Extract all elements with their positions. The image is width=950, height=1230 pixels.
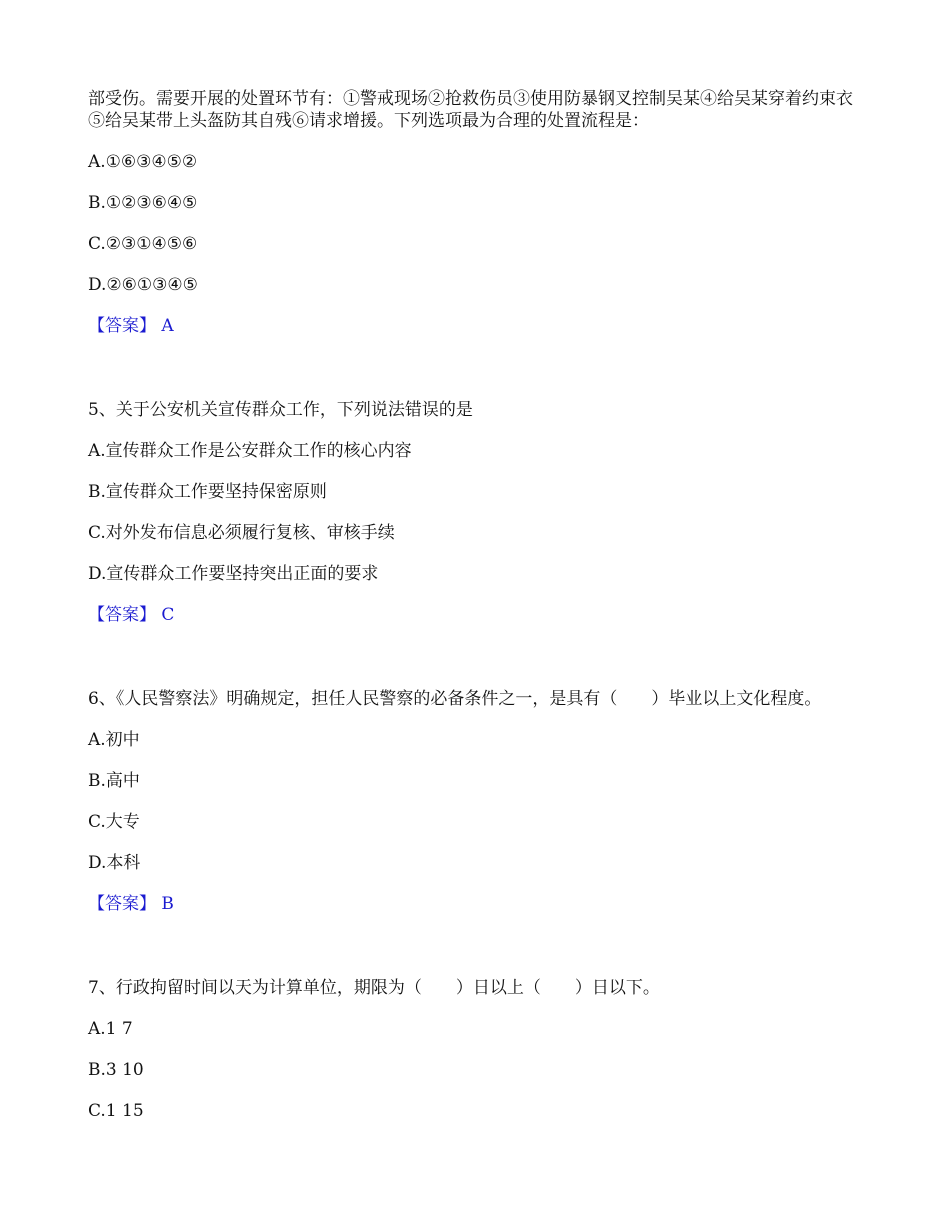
question-7-option-a: A.1 7 bbox=[88, 1019, 133, 1039]
question-5-answer: 【答案】 C bbox=[88, 605, 175, 625]
question-5 bbox=[88, 399, 868, 626]
question-5-option-d: D.宣传群众工作要坚持突出正面的要求 bbox=[88, 564, 379, 584]
question-4-answer: 【答案】 A bbox=[88, 316, 174, 336]
question-5-stem: 5、关于公安机关宣传群众工作，下列说法错误的是 bbox=[88, 400, 473, 420]
question-7 bbox=[88, 977, 868, 1122]
question-4-option-d: D.②⑥①③④⑤ bbox=[88, 275, 198, 295]
question-6-option-a: A.初中 bbox=[88, 730, 140, 750]
question-spacer bbox=[88, 645, 868, 688]
question-5-option-b: B.宣传群众工作要坚持保密原则 bbox=[88, 482, 327, 502]
question-5-option-c: C.对外发布信息必须履行复核、审核手续 bbox=[88, 523, 395, 543]
question-spacer bbox=[88, 356, 868, 399]
question-7-option-b: B.3 10 bbox=[88, 1060, 144, 1080]
question-4-stem: 部受伤。需要开展的处置环节有：①警戒现场②抢救伤员③使用防暴钢叉控制吴某④给吴某穿着约束衣⑤给吴某带上头盔防其自残⑥请求增援。下列选项最为合理的处置流程是： bbox=[88, 89, 853, 131]
question-6-answer: 【答案】 B bbox=[88, 894, 174, 914]
question-6-option-b: B.高中 bbox=[88, 771, 140, 791]
question-6-option-d: D.本科 bbox=[88, 853, 141, 873]
question-7-option-c: C.1 15 bbox=[88, 1101, 144, 1121]
question-5-option-a: A.宣传群众工作是公安群众工作的核心内容 bbox=[88, 441, 412, 461]
question-4-option-a: A.①⑥③④⑤② bbox=[88, 152, 198, 172]
question-4-option-b: B.①②③⑥④⑤ bbox=[88, 193, 198, 213]
question-7-stem: 7、行政拘留时间以天为计算单位，期限为（ ）日以上（ ）日以下。 bbox=[88, 978, 660, 998]
question-spacer bbox=[88, 934, 868, 977]
question-6-option-c: C.大专 bbox=[88, 812, 140, 832]
question-4-option-c: C.②③①④⑤⑥ bbox=[88, 234, 198, 254]
document-page bbox=[88, 88, 868, 1141]
question-4 bbox=[88, 88, 868, 337]
question-6-stem: 6、《人民警察法》明确规定，担任人民警察的必备条件之一，是具有（ ）毕业以上文化程度。 bbox=[88, 689, 822, 709]
question-6 bbox=[88, 688, 868, 915]
